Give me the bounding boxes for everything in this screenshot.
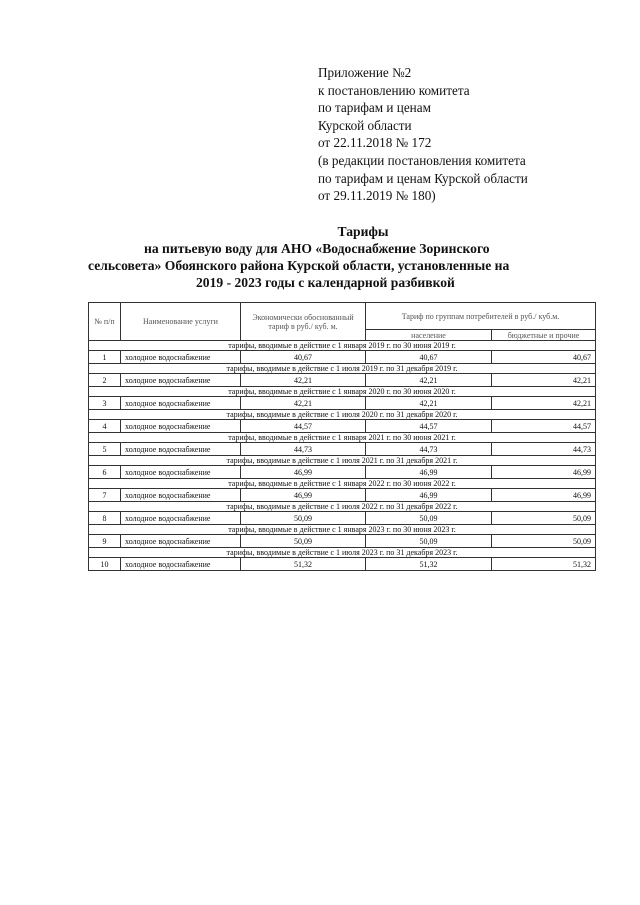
table-row [89,443,596,456]
service-name: холодное водоснабжение [121,466,241,479]
appendix-line: по тарифам и ценам Курской области [318,170,528,186]
econ-tariff-value: 42,21 [241,374,366,387]
title-line: Тарифы [337,224,389,239]
period-row [89,341,596,351]
budget-tariff-value: 51,32 [492,558,596,571]
header-consumer-groups: Тариф по группам потребителей в руб./ куб.м. [366,303,596,330]
service-name: холодное водоснабжение [121,535,241,548]
appendix-line: от 29.11.2019 № 180) [318,188,436,204]
title-line: сельсовета» Обоянского района Курской области, установленные на [88,258,510,273]
table-row [89,489,596,502]
econ-tariff-value: 50,09 [241,535,366,548]
period-row [89,387,596,397]
population-tariff-value: 50,09 [366,535,492,548]
service-name: холодное водоснабжение [121,512,241,525]
period-label: тарифы, вводимые в действие с 1 июля 2020 г. по 31 декабря 2020 г. [89,410,596,420]
econ-tariff-value: 50,09 [241,512,366,525]
population-tariff-value: 44,73 [366,443,492,456]
service-name: холодное водоснабжение [121,443,241,456]
row-number: 9 [89,535,121,548]
period-row [89,433,596,443]
row-number: 3 [89,397,121,410]
tariff-table-body [89,341,596,571]
service-name: холодное водоснабжение [121,420,241,433]
row-number: 7 [89,489,121,502]
appendix-line: Курской области [318,117,412,133]
period-label: тарифы, вводимые в действие с 1 января 2021 г. по 30 июня 2021 г. [89,433,596,443]
service-name: холодное водоснабжение [121,351,241,364]
econ-tariff-value: 46,99 [241,466,366,479]
table-row [89,535,596,548]
appendix-line: к постановлению комитета [318,82,470,98]
table-row [89,558,596,571]
appendix-line: по тарифам и ценам [318,100,431,116]
row-number: 1 [89,351,121,364]
tariff-table [88,302,596,571]
row-number: 6 [89,466,121,479]
document-title [88,223,568,291]
row-number: 8 [89,512,121,525]
title-line: на питьевую воду для АНО «Водоснабжение Зоринского [144,241,490,256]
header-num: № п/п [89,303,121,341]
econ-tariff-value: 42,21 [241,397,366,410]
budget-tariff-value: 42,21 [492,374,596,387]
table-row [89,374,596,387]
population-tariff-value: 51,32 [366,558,492,571]
service-name: холодное водоснабжение [121,397,241,410]
period-row [89,364,596,374]
table-row [89,512,596,525]
budget-tariff-value: 50,09 [492,535,596,548]
budget-tariff-value: 44,57 [492,420,596,433]
population-tariff-value: 46,99 [366,489,492,502]
row-number: 4 [89,420,121,433]
budget-tariff-value: 46,99 [492,466,596,479]
title-line: 2019 - 2023 годы с календарной разбивкой [196,275,455,290]
row-number: 2 [89,374,121,387]
period-label: тарифы, вводимые в действие с 1 января 2023 г. по 30 июня 2023 г. [89,525,596,535]
econ-tariff-value: 44,57 [241,420,366,433]
period-label: тарифы, вводимые в действие с 1 января 2020 г. по 30 июня 2020 г. [89,387,596,397]
period-row [89,479,596,489]
row-number: 10 [89,558,121,571]
econ-tariff-value: 46,99 [241,489,366,502]
period-row [89,502,596,512]
budget-tariff-value: 46,99 [492,489,596,502]
period-label: тарифы, вводимые в действие с 1 июля 2021 г. по 31 декабря 2021 г. [89,456,596,466]
appendix-line: (в редакции постановления комитета [318,152,526,168]
population-tariff-value: 44,57 [366,420,492,433]
population-tariff-value: 42,21 [366,397,492,410]
appendix-block [318,64,618,205]
header-budget: бюджетные и прочие [492,330,596,341]
population-tariff-value: 46,99 [366,466,492,479]
period-label: тарифы, вводимые в действие с 1 июля 2022 г. по 31 декабря 2022 г. [89,502,596,512]
budget-tariff-value: 44,73 [492,443,596,456]
period-row [89,456,596,466]
table-row [89,351,596,364]
budget-tariff-value: 50,09 [492,512,596,525]
table-row [89,397,596,410]
period-label: тарифы, вводимые в действие с 1 января 2022 г. по 30 июня 2022 г. [89,479,596,489]
period-label: тарифы, вводимые в действие с 1 июля 2019 г. по 31 декабря 2019 г. [89,364,596,374]
service-name: холодное водоснабжение [121,489,241,502]
service-name: холодное водоснабжение [121,374,241,387]
header-service-name: Наименование услуги [121,303,241,341]
service-name: холодное водоснабжение [121,558,241,571]
econ-tariff-value: 51,32 [241,558,366,571]
header-econ-tariff: Экономически обоснованный тариф в руб./ куб. м. [241,303,366,341]
period-label: тарифы, вводимые в действие с 1 июля 2023 г. по 31 декабря 2023 г. [89,548,596,558]
appendix-line: от 22.11.2018 № 172 [318,135,432,151]
table-row [89,420,596,433]
budget-tariff-value: 42,21 [492,397,596,410]
econ-tariff-value: 44,73 [241,443,366,456]
econ-tariff-value: 40,67 [241,351,366,364]
period-row [89,548,596,558]
appendix-line: Приложение №2 [318,65,412,80]
row-number: 5 [89,443,121,456]
period-label: тарифы, вводимые в действие с 1 января 2019 г. по 30 июня 2019 г. [89,341,596,351]
table-row [89,466,596,479]
header-population: население [366,330,492,341]
population-tariff-value: 42,21 [366,374,492,387]
population-tariff-value: 40,67 [366,351,492,364]
population-tariff-value: 50,09 [366,512,492,525]
budget-tariff-value: 40,67 [492,351,596,364]
period-row [89,410,596,420]
period-row [89,525,596,535]
